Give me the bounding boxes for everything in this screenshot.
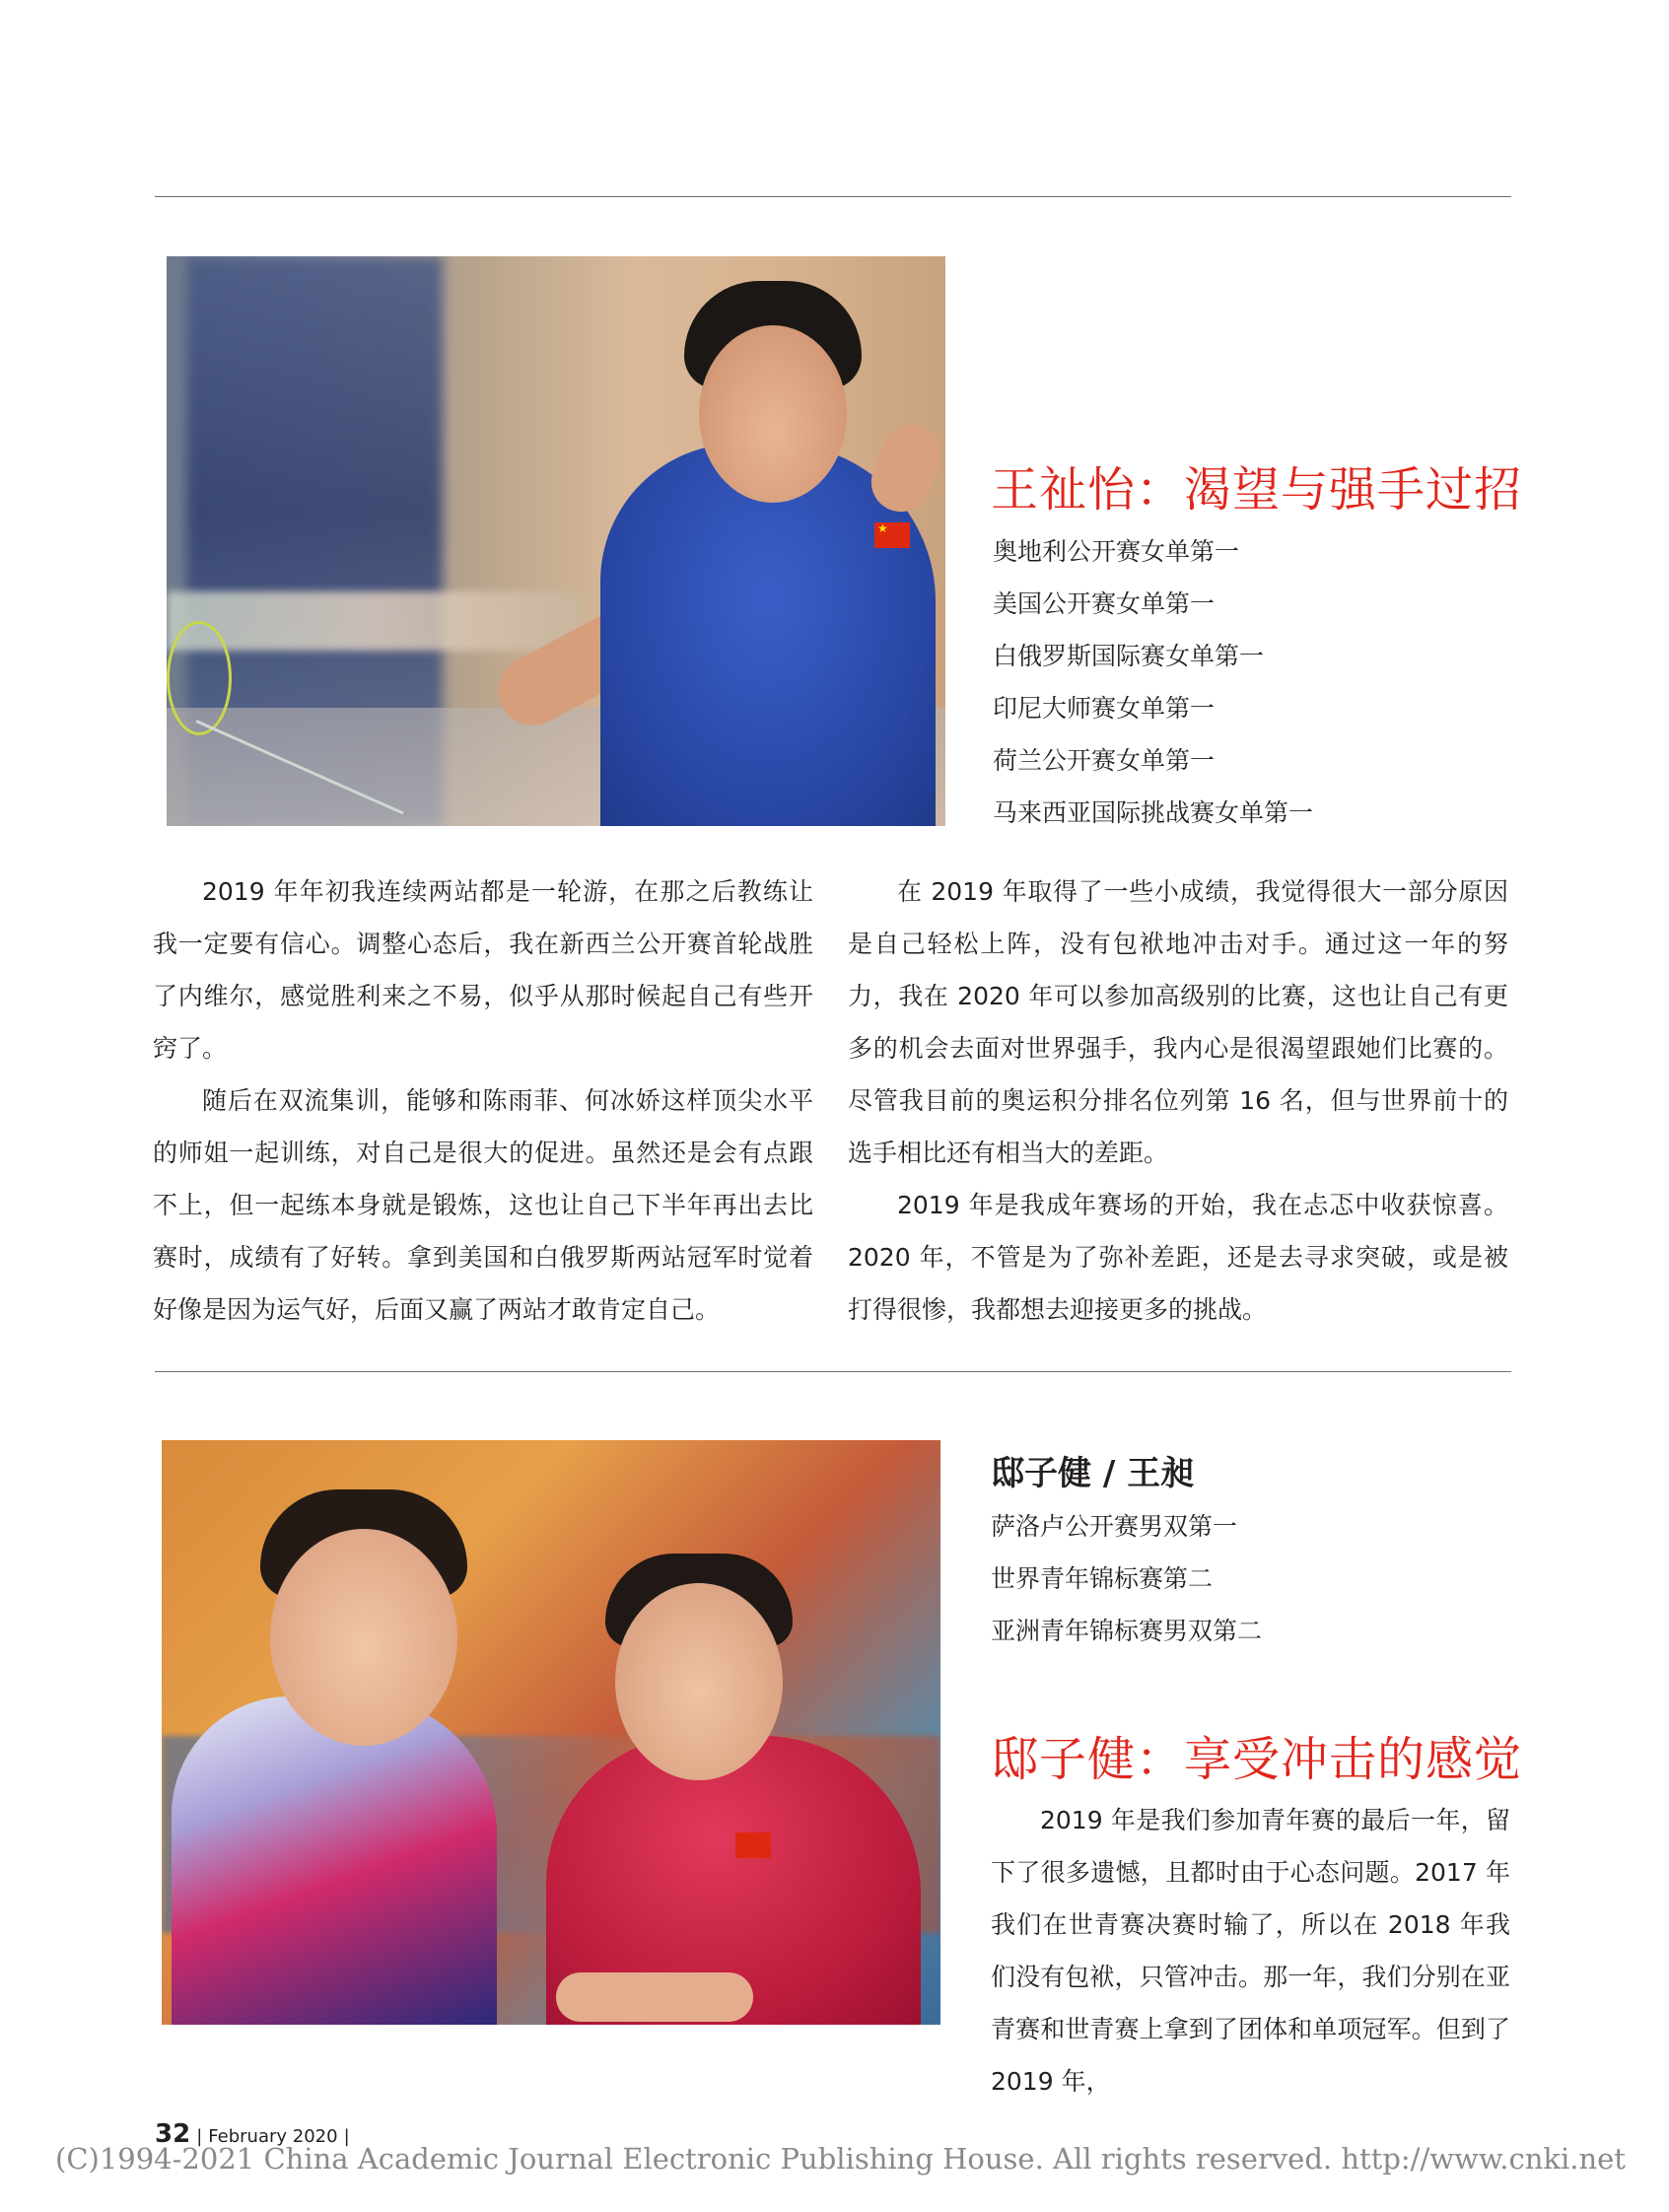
player2-head: [615, 1583, 783, 1780]
result-item: 亚洲青年锦标赛男双第二: [991, 1617, 1263, 1645]
paragraph: 在 2019 年取得了一些小成绩，我觉得很大一部分原因是自己轻松上阵，没有包袱地冲击对手。通过这一年的努力，我在 2020 年可以参加高级别的比赛，这也让自己有更多的机会去面对世界强手，我内心是很渴望跟她们比赛的。尽管我目前的奥运积分排名位列第 16 名，但与世界前十的选手相比还有相当大的差距。: [848, 877, 1508, 1167]
player-head: [699, 325, 847, 503]
paragraph: 2019 年是我们参加青年赛的最后一年，留下了很多遗憾，且都时由于心态问题。2017 年我们在世青赛决赛时输了，所以在 2018 年我们没有包袱，只管冲击。那一年，我们分别在亚青赛和世青赛上拿到了团体和单项冠军。但到了 2019 年，: [991, 1806, 1510, 2096]
result-item: 印尼大师赛女单第一: [993, 694, 1216, 723]
body-column-right: [848, 865, 1508, 1336]
body-column-left: [153, 865, 813, 1336]
headline-wang-zhiyi: 王祉怡：渴望与强手过招: [991, 462, 1523, 518]
top-rule: [155, 196, 1511, 197]
paragraph: 2019 年是我成年赛场的开始，我在忐忑中收获惊喜。2020 年，不管是为了弥补差距，还是去寻求突破，或是被打得很惨，我都想去迎接更多的挑战。: [848, 1191, 1508, 1324]
result-item: 白俄罗斯国际赛女单第一: [993, 642, 1265, 670]
player1-shirt: [172, 1696, 497, 2025]
issue-date: February 2020: [208, 2126, 338, 2147]
headline-di-zijian: 邸子健：享受冲击的感觉: [991, 1732, 1523, 1787]
result-item: 萨洛卢公开赛男双第一: [991, 1512, 1238, 1541]
section-rule: [155, 1371, 1511, 1372]
result-item: 世界青年锦标赛第二: [991, 1564, 1214, 1593]
body-column-section2: [991, 1794, 1510, 2108]
racket-head: [167, 621, 232, 735]
china-flag-icon: [735, 1832, 771, 1858]
result-item: 奥地利公开赛女单第一: [993, 537, 1240, 566]
page-number: 32: [155, 2119, 191, 2149]
result-item: 荷兰公开赛女单第一: [993, 746, 1216, 775]
player-photo-di-zijian-wang-chang: [162, 1440, 940, 2025]
result-item: 马来西亚国际挑战赛女单第一: [993, 798, 1314, 827]
player-photo-wang-zhiyi: [167, 256, 945, 826]
pair-name: 邸子健 / 王昶: [991, 1454, 1195, 1493]
flag-star-icon: ★: [877, 521, 888, 535]
results-list-wang-zhiyi: [993, 525, 1313, 839]
results-list-di-zijian: [991, 1500, 1262, 1657]
paragraph: 随后在双流集训，能够和陈雨菲、何冰娇这样顶尖水平的师姐一起训练，对自己是很大的促进。虽然还是会有点跟不上，但一起练本身就是锻炼，这也让自己下半年再出去比赛时，成绩有了好转。拿到美国和白俄罗斯两站冠军时觉着好像是因为运气好，后面又赢了两站才敢肯定自己。: [153, 1086, 813, 1324]
folio-divider: |: [343, 2126, 350, 2147]
player1-head: [270, 1529, 457, 1746]
copyright-watermark: (C)1994-2021 China Academic Journal Electronic Publishing House. All rights reserved. http://www.cnki.net: [55, 2142, 1626, 2176]
folio-divider: |: [196, 2126, 203, 2147]
paragraph: 2019 年年初我连续两站都是一轮游，在那之后教练让我一定要有信心。调整心态后，我在新西兰公开赛首轮战胜了内维尔，感觉胜利来之不易，似乎从那时候起自己有些开窍了。: [153, 877, 813, 1063]
handshake: [556, 1972, 753, 2022]
background-board: [167, 591, 581, 651]
result-item: 美国公开赛女单第一: [993, 589, 1216, 618]
